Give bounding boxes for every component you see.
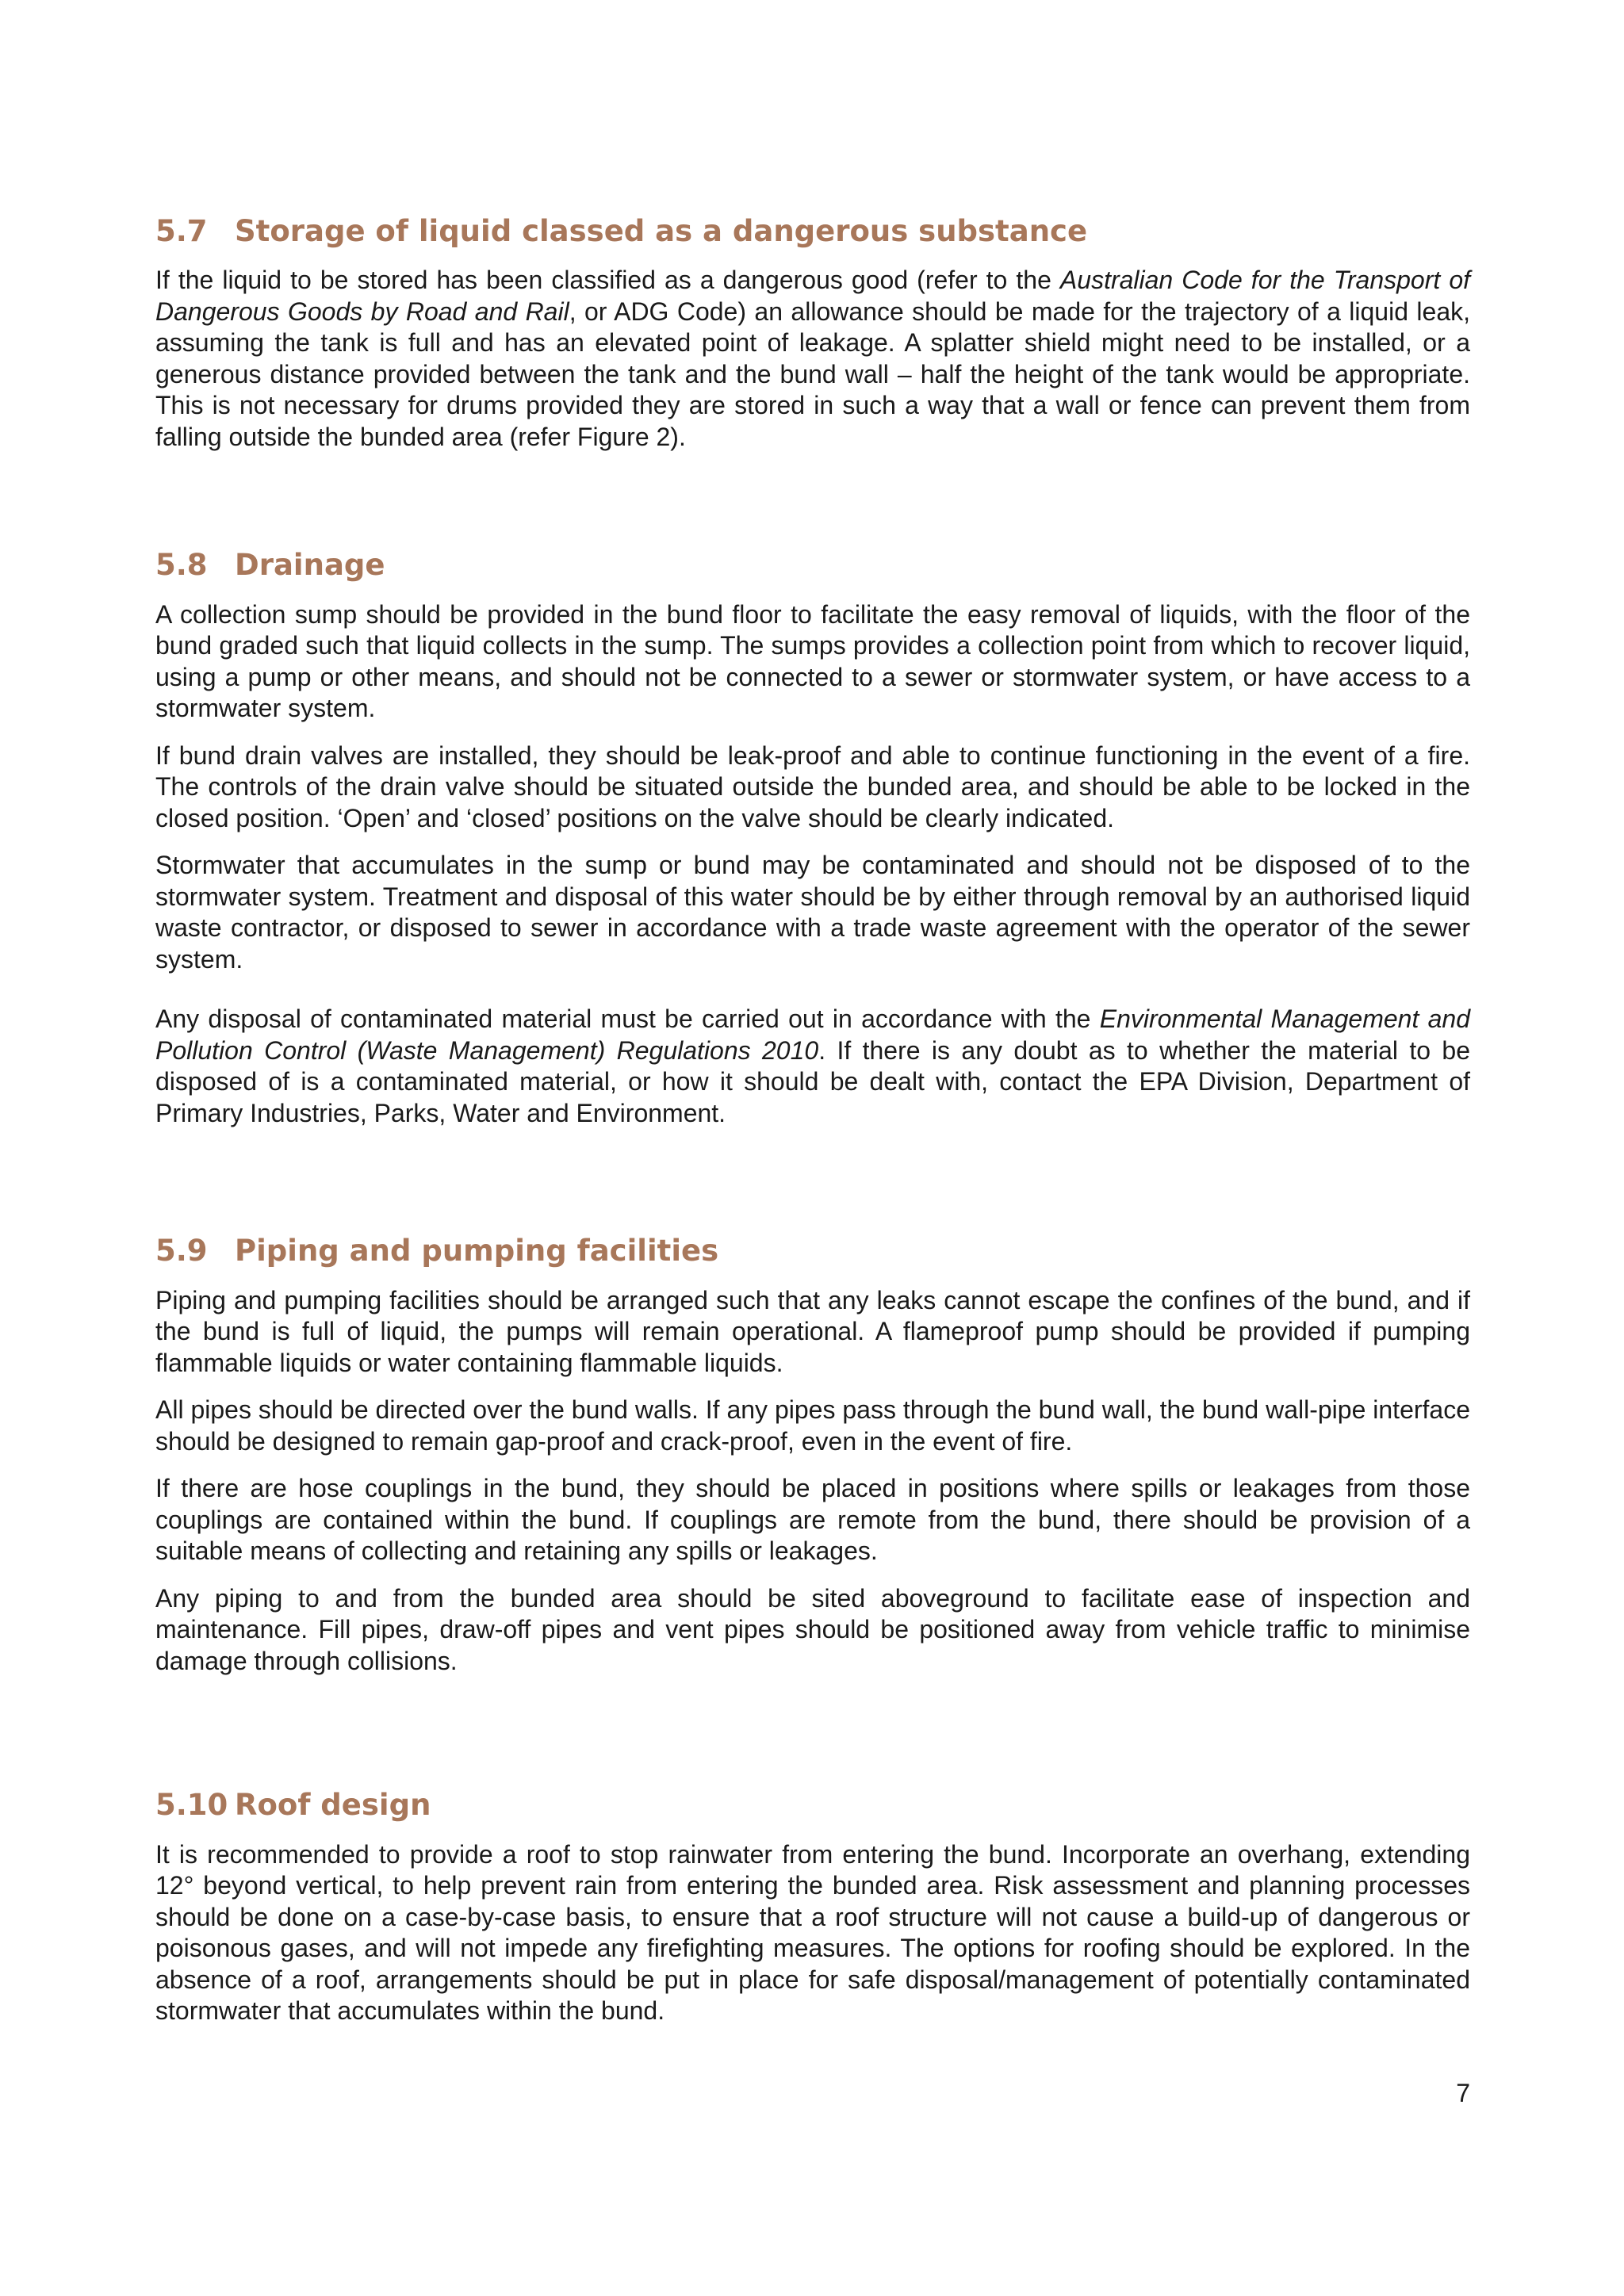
section-number: 5.10 xyxy=(155,1788,228,1823)
section-heading xyxy=(155,1234,1470,1269)
section-title: Roof design xyxy=(235,1788,431,1823)
paragraph-text: If the liquid to be stored has been classified as a dangerous good (refer to the xyxy=(155,266,1060,295)
paragraph: Any piping to and from the bunded area should be sited aboveground to facilitate ease of inspection and maintenance. Fill pipes, draw-off pipes and vent pipes should be positioned away from vehicle traffic to minimise damage through collisions. xyxy=(155,1583,1470,1675)
paragraph-text: Any disposal of contaminated material must be carried out in accordance with the xyxy=(155,1004,1100,1034)
section-heading xyxy=(155,548,1470,583)
section-heading xyxy=(155,214,1470,249)
paragraph: It is recommended to provide a roof to stop rainwater from entering the bund. Incorporate an overhang, extending 12° beyond vertical, to help prevent rain from entering the bunded area. Risk assessment and planning processes should be done on a case-by-case basis, to ensure that a roof structure will not cause a build-up of dangerous or poisonous gases, and will not impede any firefighting measures. The options for roofing should be explored. In the absence of a roof, arrangements should be put in place for safe disposal/management of potentially contaminated stormwater that accumulates within the bund. xyxy=(155,1839,1470,2026)
section-5-10 xyxy=(155,1788,1470,2026)
section-heading xyxy=(155,1788,1470,1823)
section-number: 5.8 xyxy=(155,548,208,583)
page-number: 7 xyxy=(1456,2079,1470,2107)
paragraph: All pipes should be directed over the bund walls. If any pipes pass through the bund wall, the bund wall-pipe interface should be designed to remain gap-proof and crack-proof, even in the event of fire. xyxy=(155,1395,1470,1456)
section-5-7 xyxy=(155,214,1470,453)
section-5-9 xyxy=(155,1234,1470,1677)
section-title: Piping and pumping facilities xyxy=(235,1234,719,1269)
document-page xyxy=(155,214,1470,2043)
paragraph-text: , or ADG Code) an allowance should be made for the trajectory of a liquid leak, assuming the tank is full and has an elevated point of leakage. A splatter shield might need to be installed, or a generous distance provided between the tank and the bund wall – half the height of the tank would be appropriate. This is not necessary for drums provided they are stored in such a way that a wall or fence can prevent them from falling outside the bunded area (refer Figure 2). xyxy=(155,297,1471,451)
paragraph: Piping and pumping facilities should be arranged such that any leaks cannot escape the confines of the bund, and if the bund is full of liquid, the pumps will remain operational. A flameproof pump should be provided if pumping flammable liquids or water containing flammable liquids. xyxy=(155,1285,1470,1377)
regulation-reference-italic: Environmental Management and Pollution Control (Waste Management) Regulations 2010 xyxy=(155,1004,1471,1065)
paragraph: If bund drain valves are installed, they should be leak-proof and able to continue functioning in the event of a fire. The controls of the drain valve should be situated outside the bunded area, and should be able to be locked in the closed position. ‘Open’ and ‘closed’ positions on the valve should be clearly indicated. xyxy=(155,740,1470,832)
paragraph xyxy=(155,1004,1470,1129)
paragraph-text: . If there is any doubt as to whether the material to be disposed of is a contaminated material, or how it should be dealt with, contact the EPA Division, Department of Primary Industries, Parks, Water and Environment. xyxy=(155,1035,1471,1127)
paragraph: A collection sump should be provided in the bund floor to facilitate the easy removal of liquids, with the floor of the bund graded such that liquid collects in the sump. The sumps provides a collection point from which to recover liquid, using a pump or other means, and should not be connected to a sewer or stormwater system, or have access to a stormwater system. xyxy=(155,599,1470,723)
section-5-8 xyxy=(155,548,1470,1129)
section-title: Drainage xyxy=(235,548,385,583)
paragraph: Stormwater that accumulates in the sump or bund may be contaminated and should not be disposed of to the stormwater system. Treatment and disposal of this water should be by either through removal by an authorised liquid waste contractor, or disposed to sewer in accordance with a trade waste agreement with the operator of the sewer system. xyxy=(155,851,1470,974)
section-number: 5.9 xyxy=(155,1234,208,1269)
section-number: 5.7 xyxy=(155,214,208,248)
section-title: Storage of liquid classed as a dangerous substance xyxy=(235,214,1088,248)
paragraph xyxy=(155,265,1470,453)
code-reference-italic: Australian Code for the Transport of Dangerous Goods by Road and Rail xyxy=(155,266,1471,326)
paragraph: If there are hose couplings in the bund, they should be placed in positions where spills or leakages from those couplings are contained within the bund. If couplings are remote from the bund, there should be provision of a suitable means of collecting and retaining any spills or leakages. xyxy=(155,1474,1470,1566)
